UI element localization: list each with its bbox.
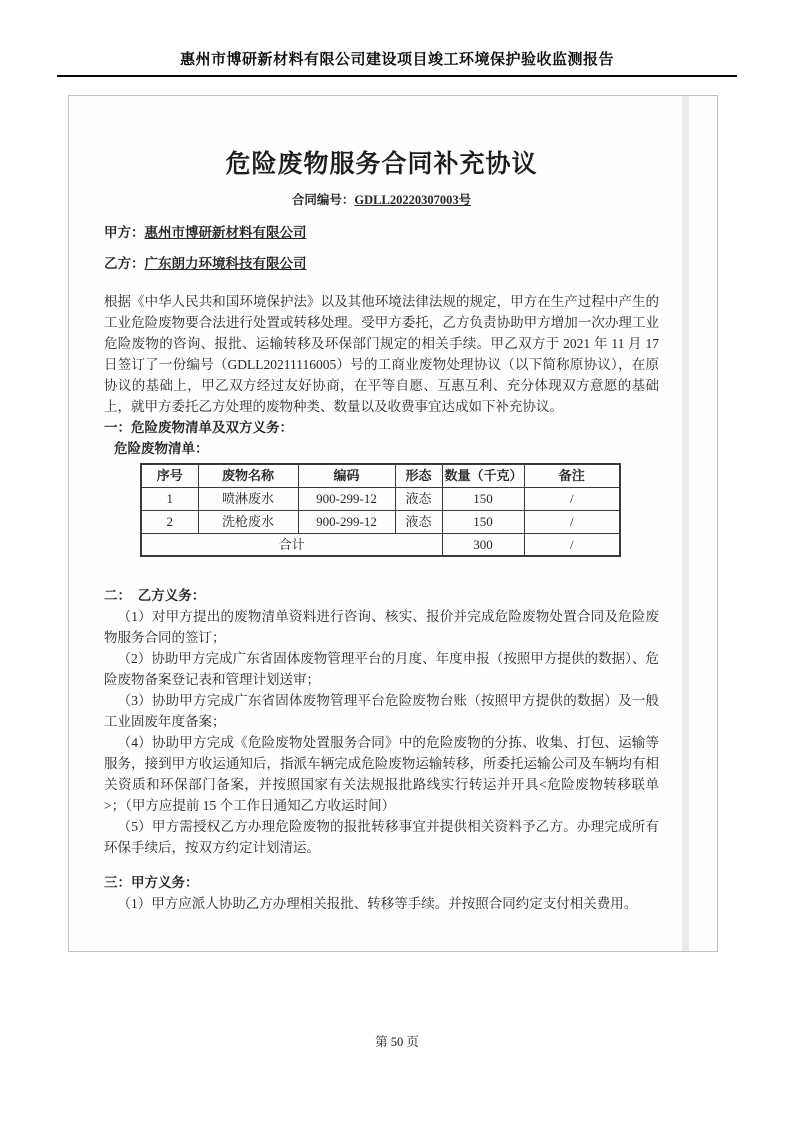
- report-header: [57, 48, 737, 77]
- total-label-cell: 合计: [141, 533, 442, 556]
- contract-number-label: 合同编号：: [291, 193, 355, 207]
- cell-quantity: 150: [442, 487, 524, 510]
- party-a-label: 甲方：: [104, 225, 145, 240]
- contract-number-line: [104, 191, 659, 209]
- party-a-line: [104, 224, 659, 242]
- section2-item: （4）协助甲方完成《危险废物处置服务合同》中的危险废物的分拣、收集、打包、运输等服务，接到甲方收运通知后，指派车辆完成危险废物运输转移，所委托运输公司及车辆均有相关资质和环保部门备案，并按照国家有关法规报批路线实行转运并开具<危险废物转移联单>；（甲方应提前 15 个工作日通知乙方收运时间）: [104, 735, 659, 813]
- cell-remark: /: [524, 510, 620, 533]
- cell-waste-name: 喷淋废水: [198, 487, 298, 510]
- total-quantity-cell: 300: [442, 533, 524, 556]
- cell-index: 2: [141, 510, 198, 533]
- section2-item: （1）对甲方提出的废物清单资料进行咨询、核实、报价并完成危险废物处置合同及危险废物服务合同的签订；: [104, 609, 659, 645]
- report-header-title: 惠州市博研新材料有限公司建设项目竣工环境保护验收监测报告: [179, 52, 614, 68]
- party-b-label: 乙方：: [104, 256, 145, 271]
- contract-title: 危险废物服务合同补充协议: [225, 151, 538, 178]
- cell-index: 1: [141, 487, 198, 510]
- col-header-remark: 备注: [524, 464, 620, 487]
- waste-list-caption: 危险废物清单：: [114, 441, 209, 456]
- page-footer: [0, 1032, 794, 1050]
- table-row: [141, 510, 620, 533]
- table-total-row: [141, 533, 620, 556]
- party-a-name: 惠州市博研新材料有限公司: [144, 225, 307, 240]
- table-header-row: [141, 464, 620, 487]
- hazardous-waste-table: [140, 463, 621, 557]
- section3-item: （1）甲方应派人协助乙方办理相关报批、转移等手续。并按照合同约定支付相关费用。: [117, 896, 638, 911]
- cell-code: 900-299-12: [298, 510, 395, 533]
- section2-heading: 二： 乙方义务：: [104, 588, 206, 603]
- intro-paragraph: 根据《中华人民共和国环境保护法》以及其他环境法律法规的规定，甲方在生产过程中产生的工业危险废物要合法进行处置或转移处理。受甲方委托，乙方负责协助甲方增加一次办理工业危险废物的咨询、报批、运输转移及环保部门规定的相关手续。甲乙双方于 2021 年 11 月 17 日签订了一份编号（GDLL20211116005）号的工商业废物处理协议（以下简称原协议），在原协议的基础上，甲乙双方经过友好协商，在平等自愿、互惠互利、充分体现双方意愿的基础上，就甲方委托乙方处理的废物种类、数量以及收费事宜达成如下补充协议。: [104, 294, 659, 414]
- section1-heading: 一：危险废物清单及双方义务：: [104, 420, 293, 435]
- col-header-quantity: 数量（千克）: [442, 464, 524, 487]
- col-header-waste-name: 废物名称: [198, 464, 298, 487]
- cell-quantity: 150: [442, 510, 524, 533]
- table-row: [141, 487, 620, 510]
- contract-content: [69, 96, 717, 914]
- section3-heading: 三：甲方义务：: [104, 875, 199, 890]
- cell-waste-name: 洗枪废水: [198, 510, 298, 533]
- section2-item: （3）协助甲方完成广东省固体废物管理平台危险废物台账（按照甲方提供的数据）及一般工业固废年度备案；: [104, 693, 659, 729]
- col-header-code: 编码: [298, 464, 395, 487]
- col-header-index: 序号: [141, 464, 198, 487]
- total-remark-cell: /: [524, 533, 620, 556]
- page-number: 第 50 页: [375, 1035, 419, 1049]
- party-b-line: [104, 255, 659, 273]
- cell-remark: /: [524, 487, 620, 510]
- section2-item: （5）甲方需授权乙方办理危险废物的报批转移事宜并提供相关资料予乙方。办理完成所有环保手续后，按双方约定计划清运。: [104, 819, 659, 855]
- party-b-name: 广东朗力环境科技有限公司: [144, 256, 307, 271]
- cell-code: 900-299-12: [298, 487, 395, 510]
- contract-number-value: GDLL20220307003号: [354, 193, 472, 207]
- col-header-form: 形态: [395, 464, 442, 487]
- scanned-contract-document: [68, 95, 718, 952]
- cell-form: 液态: [395, 510, 442, 533]
- section2-item: （2）协助甲方完成广东省固体废物管理平台的月度、年度申报（按照甲方提供的数据）、危险废物备案登记表和管理计划送审；: [104, 651, 659, 687]
- cell-form: 液态: [395, 487, 442, 510]
